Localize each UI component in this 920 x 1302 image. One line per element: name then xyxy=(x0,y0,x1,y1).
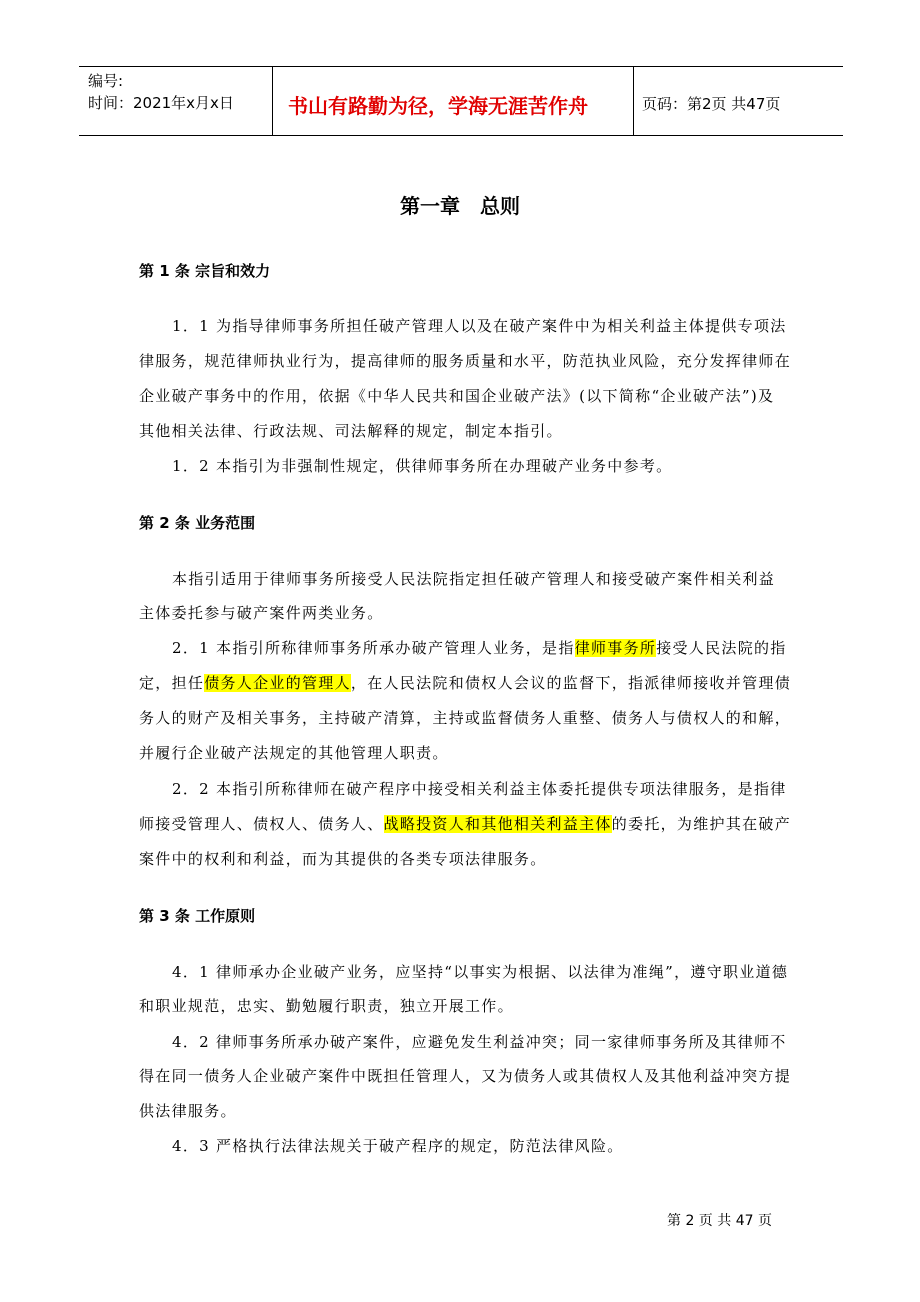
section-3-heading: 第 3 条 工作原则 xyxy=(139,907,256,925)
highlighted-text: 律师事务所 xyxy=(574,639,657,657)
header-time-label: 时间：2021年x月x日 xyxy=(88,94,234,112)
page-footer: 第 2 页 共 47 页 xyxy=(667,1213,772,1229)
section-2-1-line-4: 并履行企业破产法规定的其他管理人职责。 xyxy=(139,744,449,762)
text-run: 师接受管理人、债权人、债务人、 xyxy=(139,815,384,833)
section-3-line-2: 和职业规范，忠实、勤勉履行职责，独立开展工作。 xyxy=(139,997,514,1015)
section-2-line-1: 本指引适用于律师事务所接受人民法院指定担任破产管理人和接受破产案件相关利益 xyxy=(172,570,776,588)
section-1-line-5: 1．2 本指引为非强制性规定，供律师事务所在办理破产业务中参考。 xyxy=(172,457,673,475)
section-3-line-4: 得在同一债务人企业破产案件中既担任管理人，又为债务人或其债权人及其他利益冲突方提 xyxy=(139,1067,792,1085)
text-run: 接受人民法院的指 xyxy=(656,639,787,657)
section-2-1-line-1 xyxy=(172,637,787,658)
highlighted-text: 战略投资人和其他相关利益主体 xyxy=(383,815,612,833)
text-run: ，在人民法院和债权人会议的监督下，指派律师接收并管理债 xyxy=(350,674,792,692)
section-2-line-2: 主体委托参与破产案件两类业务。 xyxy=(139,604,384,622)
header-code-label: 编号: xyxy=(88,72,124,90)
section-2-heading: 第 2 条 业务范围 xyxy=(139,514,256,532)
section-1-line-1: 1．1 为指导律师事务所担任破产管理人以及在破产案件中为相关利益主体提供专项法 xyxy=(172,317,787,335)
section-1-line-4: 其他相关法律、行政法规、司法解释的规定，制定本指引。 xyxy=(139,422,563,440)
text-run: 的委托，为维护其在破产 xyxy=(611,815,792,833)
section-1-line-2: 律服务，规范律师执业行为，提高律师的服务质量和水平，防范执业风险，充分发挥律师在 xyxy=(139,352,792,370)
section-2-2-line-3: 案件中的权利和利益，而为其提供的各类专项法律服务。 xyxy=(139,850,547,868)
text-run: 定，担任 xyxy=(139,674,205,692)
section-2-1-line-3: 务人的财产及相关事务，主持破产清算，主持或监督债务人重整、债务人与债权人的和解， xyxy=(139,709,792,727)
header-bottom-rule xyxy=(79,135,843,136)
header-top-rule xyxy=(79,66,843,67)
header-divider-right xyxy=(633,66,634,135)
chapter-title: 第一章 总则 xyxy=(400,194,520,218)
text-run: 2．1 本指引所称律师事务所承办破产管理人业务，是指 xyxy=(172,639,575,657)
section-2-2-line-1: 2．2 本指引所称律师在破产程序中接受相关利益主体委托提供专项法律服务，是指律 xyxy=(172,780,787,798)
highlighted-text: 债务人企业的管理人 xyxy=(204,674,351,692)
section-3-line-1: 4．1 律师承办企业破产业务，应坚持“以事实为根据、以法律为准绳”，遵守职业道德 xyxy=(172,963,789,981)
section-3-line-3: 4．2 律师事务所承办破产案件，应避免发生利益冲突；同一家律师事务所及其律师不 xyxy=(172,1033,787,1051)
section-2-1-line-2 xyxy=(139,672,791,693)
section-2-2-line-2 xyxy=(139,813,791,834)
header-page-info: 页码：第2页 共47页 xyxy=(642,95,781,113)
header-motto: 书山有路勤为径，学海无涯苦作舟 xyxy=(288,94,588,118)
section-1-line-3: 企业破产事务中的作用，依据《中华人民共和国企业破产法》(以下简称“企业破产法”)及 xyxy=(139,387,775,405)
section-1-heading: 第 1 条 宗旨和效力 xyxy=(139,262,271,280)
header-divider-left xyxy=(272,66,273,135)
section-3-line-5: 供法律服务。 xyxy=(139,1102,237,1120)
section-3-line-6: 4．3 严格执行法律法规关于破产程序的规定，防范法律风险。 xyxy=(172,1137,624,1155)
